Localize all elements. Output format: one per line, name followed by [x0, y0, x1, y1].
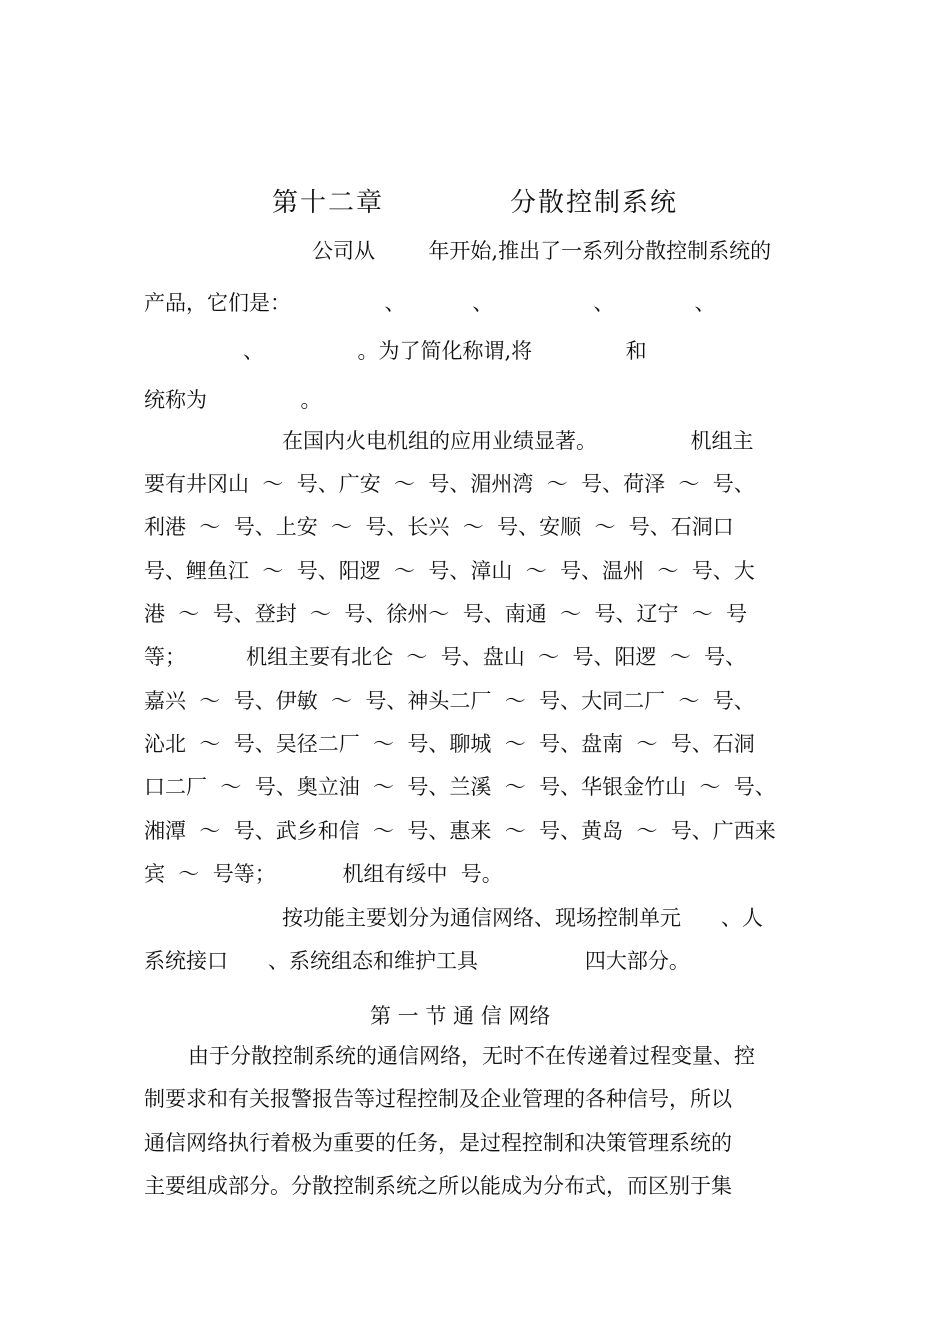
- performance-line: 嘉兴 ～ 号、伊敏 ～ 号、神头二厂 ～ 号、大同二厂 ～ 号、: [144, 689, 755, 713]
- body-line: 通信网络执行着极为重要的任务，是过程控制和决策管理系统的: [144, 1131, 732, 1155]
- performance-line: 号、鲤鱼江 ～ 号、阳逻 ～ 号、漳山 ～ 号、温州 ～ 号、大: [144, 559, 755, 583]
- performance-line: 利港 ～ 号、上安 ～ 号、长兴 ～ 号、安顺 ～ 号、石洞口: [144, 515, 734, 539]
- performance-line: 口二厂 ～ 号、奥立油 ～ 号、兰溪 ～ 号、华银金竹山 ～ 号、: [144, 775, 776, 799]
- performance-line: 等； 机组主要有北仑 ～ 号、盘山 ～ 号、阳逻 ～ 号、: [144, 645, 747, 669]
- function-line: 系统接口 、系统组态和维护工具 四大部分。: [144, 949, 690, 973]
- body-line: 制要求和有关报警报告等过程控制及企业管理的各种信号，所以: [144, 1087, 732, 1111]
- performance-line: 在国内火电机组的应用业绩显著。 机组主: [282, 429, 754, 453]
- chapter-title: 分散控制系统: [510, 188, 679, 218]
- section-title: 第 一 节 通 信 网络: [370, 1004, 551, 1028]
- performance-line: 沁北 ～ 号、吴径二厂 ～ 号、聊城 ～ 号、盘南 ～ 号、石洞: [144, 732, 755, 756]
- performance-line: 宾 ～ 号等； 机组有绥中 号。: [144, 862, 503, 886]
- performance-line: 要有井冈山 ～ 号、广安 ～ 号、湄州湾 ～ 号、荷泽 ～ 号、: [144, 472, 755, 496]
- body-line: 主要组成部分。分散控制系统之所以能成为分布式，而区别于集: [144, 1174, 732, 1198]
- intro-line: 公司从 年开始,推出了一系列分散控制系统的: [312, 239, 772, 263]
- body-line: 由于分散控制系统的通信网络，无时不在传递着过程变量、控: [188, 1044, 755, 1068]
- intro-line: 产品，它们是： 、 、 、 、: [144, 291, 716, 315]
- chapter-number: 第十二章: [272, 188, 385, 218]
- performance-line: 湘潭 ～ 号、武乡和信 ～ 号、惠来 ～ 号、黄岛 ～ 号、广西来: [144, 819, 776, 843]
- function-line: 按功能主要划分为通信网络、现场控制单元 、人: [282, 906, 764, 930]
- performance-line: 港 ～ 号、登封 ～ 号、徐州～ 号、南通 ～ 号、辽宁 ～ 号: [144, 602, 748, 626]
- intro-line: 统称为 。: [144, 388, 322, 412]
- intro-line: 、 。为了简化称谓,将 和: [243, 339, 647, 363]
